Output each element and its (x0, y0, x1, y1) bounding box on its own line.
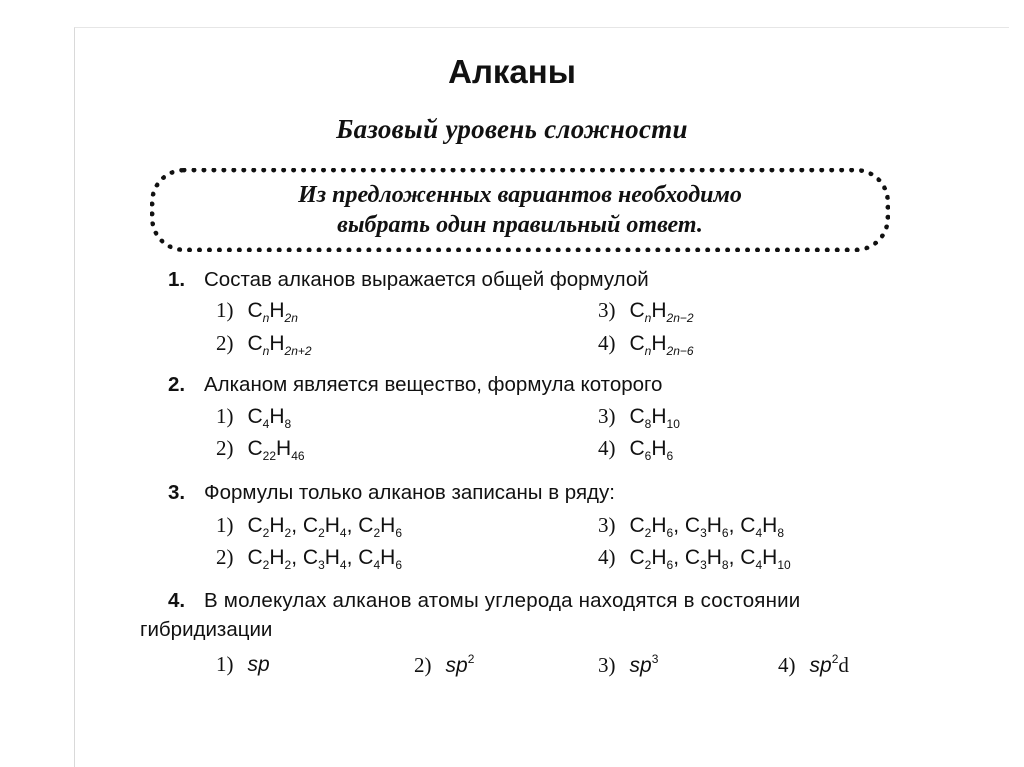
q3-option-1: 1) $C_2H_2$, $C_2H_4$, $C_2H_6$ (216, 513, 402, 540)
formula: $sp^2$ (445, 652, 475, 677)
q3-option-3: 3) $C_2H_6$, $C_3H_6$, $C_4H_8$ (598, 513, 784, 540)
formula: $C_2H_6$, $C_3H_6$, $C_4H_8$ (629, 514, 784, 540)
formula: $sp^3$ (629, 652, 659, 677)
q1-option-1: 1) $C_nH_{2n}$ (216, 298, 298, 325)
formula: $C_nH_{2n+2}$ (247, 332, 312, 358)
q3-option-4: 4) $C_2H_6$, $C_3H_8$, $C_4H_{10}$ (598, 545, 791, 572)
question-number: 1. (168, 268, 186, 291)
question-number: 4. (168, 589, 186, 612)
question-4-continued (140, 618, 272, 642)
formula: $C_6H_6$ (629, 437, 674, 463)
instruction-line-2: выбрать один правильный ответ. (337, 212, 703, 238)
question-text: В молекулах алканов атомы углерода находятся в состоянии (204, 589, 801, 612)
formula: $C_2H_2$, $C_2H_4$, $C_2H_6$ (247, 514, 402, 540)
question-3 (168, 481, 615, 505)
q2-option-2: 2) $C_{22}H_{46}$ (216, 436, 305, 463)
q4-option-3: 3) $sp^3$ (598, 652, 659, 677)
q1-option-4: 4) $C_nH_{2n-6}$ (598, 331, 694, 358)
q3-option-2: 2) $C_2H_2$, $C_3H_4$, $C_4H_6$ (216, 545, 402, 572)
formula: $C_2H_2$, $C_3H_4$, $C_4H_6$ (247, 546, 402, 572)
q2-option-4: 4) $C_6H_6$ (598, 436, 674, 463)
question-1 (168, 268, 649, 292)
question-number: 3. (168, 481, 186, 504)
page-title: Алканы (448, 53, 576, 90)
question-text: Формулы только алканов записаны в ряду: (204, 481, 615, 504)
question-2 (168, 373, 662, 397)
formula: sp (247, 653, 270, 676)
q2-option-1: 1) $C_4H_8$ (216, 404, 292, 431)
question-number: 2. (168, 373, 186, 396)
instruction-text (298, 180, 742, 240)
q1-option-2: 2) $C_nH_{2n+2}$ (216, 331, 312, 358)
instruction-box (150, 168, 890, 252)
instruction-line-1: Из предложенных вариантов необходимо (298, 182, 742, 208)
question-text: Состав алканов выражается общей формулой (204, 268, 649, 291)
question-text-continued: гибридизации (140, 618, 273, 641)
formula: $C_nH_{2n-6}$ (629, 332, 694, 358)
formula: $C_4H_8$ (247, 405, 292, 431)
question-4 (168, 589, 908, 613)
q2-option-3: 3) $C_8H_{10}$ (598, 404, 680, 431)
page-subtitle: Базовый уровень сложности (336, 114, 688, 144)
formula: $C_nH_{2n-2}$ (629, 299, 694, 325)
formula: $C_8H_{10}$ (629, 405, 680, 431)
q4-option-1: 1) sp (216, 652, 270, 676)
formula: $C_nH_{2n}$ (247, 299, 298, 325)
q1-option-3: 3) $C_nH_{2n-2}$ (598, 298, 694, 325)
formula: $C_2H_6$, $C_3H_8$, $C_4H_{10}$ (629, 546, 791, 572)
formula: $sp^2d$ (809, 652, 849, 677)
q4-option-4: 4) $sp^2d$ (778, 652, 849, 677)
q4-option-2: 2) $sp^2$ (414, 652, 475, 677)
question-text: Алканом является вещество, формула которого (204, 373, 663, 396)
formula: $C_{22}H_{46}$ (247, 437, 305, 463)
